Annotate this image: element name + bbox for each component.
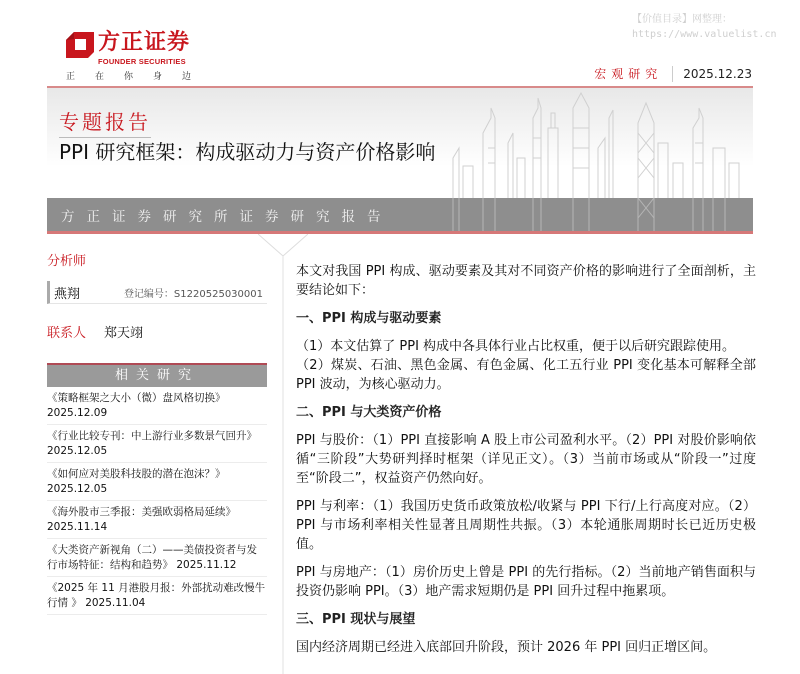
analyst-label: 分析师 <box>47 254 87 269</box>
related-item[interactable] <box>47 387 267 425</box>
report-category: 宏观研究 <box>594 67 663 81</box>
sidebar <box>47 250 267 615</box>
founder-logo <box>66 28 196 83</box>
section-paragraph: PPI 与房地产：（1）房价历史上曾是 PPI 的先行指标。（2）当前地产销售面积与投资仍影响 PPI。（3）地产需求短期仍是 PPI 回升过程中拖累项。 <box>296 565 756 599</box>
institution-text: 方正证券研究所证券研究报告 <box>61 209 393 225</box>
city-skyline-icon <box>433 88 753 200</box>
section-heading: 三、PPI 现状与展望 <box>296 612 416 627</box>
related-item-date: 2025.11.14 <box>47 521 108 533</box>
report-date: 2025.12.23 <box>683 66 752 81</box>
section-heading: 一、PPI 构成与驱动要素 <box>296 311 442 326</box>
related-item-title[interactable]: 《2025 年 11 月港股月报：外部扰动难改慢牛行情 》 <box>47 582 266 609</box>
intro-paragraph: 本文对我国 PPI 构成、驱动要素及其对不同资产价格的影响进行了全面剖析，主要结论如下： <box>296 264 756 298</box>
report-meta <box>594 65 752 82</box>
watermark-line1: 【价值目录】网整理： <box>632 14 732 25</box>
title-banner <box>47 86 753 200</box>
analyst-name: 燕翔 <box>54 286 81 302</box>
analyst-row <box>47 281 267 304</box>
section-heading: 二、PPI 与大类资产价格 <box>296 405 442 420</box>
related-item-title[interactable]: 《策略框架之大小（微）盘风格切换》 <box>47 392 226 404</box>
related-item-date: 2025.11.04 <box>85 597 146 609</box>
report-title: PPI 研究框架：构成驱动力与资产价格影响 <box>59 140 436 164</box>
summary-body <box>296 262 756 666</box>
slogan-char: 边 <box>181 72 191 82</box>
related-item-title[interactable]: 《如何应对美股科技股的潜在泡沫？》 <box>47 468 226 480</box>
slogan-char: 在 <box>94 72 104 82</box>
related-item-title[interactable]: 《海外股市三季报：美强欧弱格局延续》 <box>47 506 236 518</box>
meta-divider <box>672 66 673 82</box>
logo-slogan <box>66 69 191 82</box>
related-item[interactable] <box>47 577 267 615</box>
related-item-title[interactable]: 《行业比较专刊：中上游行业多数景气回升》 <box>47 430 257 442</box>
report-type: 专题报告 <box>59 106 151 138</box>
related-item-date: 2025.12.05 <box>47 483 108 495</box>
related-item[interactable] <box>47 425 267 463</box>
logo-en-text: FOUNDER SECURITIES <box>98 57 186 66</box>
section-paragraph: PPI 与股价：（1）PPI 直接影响 A 股上市公司盈利水平。（2）PPI 对股价影响依循“三阶段”大势研判择时框架（详见正文）。（3）当前市场或从“阶段一”过度至“阶段二”，权益资产仍然向好。 <box>296 433 756 486</box>
related-item[interactable] <box>47 539 267 577</box>
institution-bar <box>47 198 753 234</box>
section-paragraph: （2）煤炭、石油、黑色金属、有色金属、化工五行业 PPI 变化基本可解释全部 PPI 波动，为核心驱动力。 <box>296 358 756 392</box>
contact-row <box>47 322 267 341</box>
slogan-char: 你 <box>123 72 133 82</box>
section-paragraph: PPI 与利率：（1）我国历史货币政策放松/收紧与 PPI 下行/上行高度对应。（2）PPI 与市场利率相关性显著且周期性共振。（3）本轮通胀周期时长已近历史极值。 <box>296 499 756 552</box>
section-paragraph: （1）本文估算了 PPI 构成中各具体行业占比权重，便于以后研究跟踪使用。 <box>296 339 736 354</box>
logo-cn-text: 方正证券 <box>98 30 191 55</box>
related-item-date: 2025.11.12 <box>176 559 237 571</box>
analyst-registration: 登记编号：S1220525030001 <box>123 288 263 300</box>
related-item-date: 2025.12.05 <box>47 445 108 457</box>
section-paragraph: 国内经济周期已经进入底部回升阶段，预计 2026 年 PPI 回归正增区间。 <box>296 640 717 655</box>
related-research-header: 相关研究 <box>47 363 267 387</box>
watermark <box>632 12 777 42</box>
slogan-char: 正 <box>66 72 76 82</box>
related-item[interactable] <box>47 463 267 501</box>
related-item[interactable] <box>47 501 267 539</box>
city-skyline-lower-icon <box>433 198 753 231</box>
contact-name: 郑天翊 <box>104 326 144 341</box>
slogan-char: 身 <box>152 72 162 82</box>
watermark-url: https://www.valuelist.cn <box>632 29 777 40</box>
related-item-title[interactable]: 《大类资产新视角（二）——美债投资者与发行市场特征：结构和趋势》 <box>47 544 257 571</box>
contact-label: 联系人 <box>47 326 87 341</box>
related-item-date: 2025.12.09 <box>47 407 108 419</box>
founder-logo-icon <box>66 32 94 58</box>
